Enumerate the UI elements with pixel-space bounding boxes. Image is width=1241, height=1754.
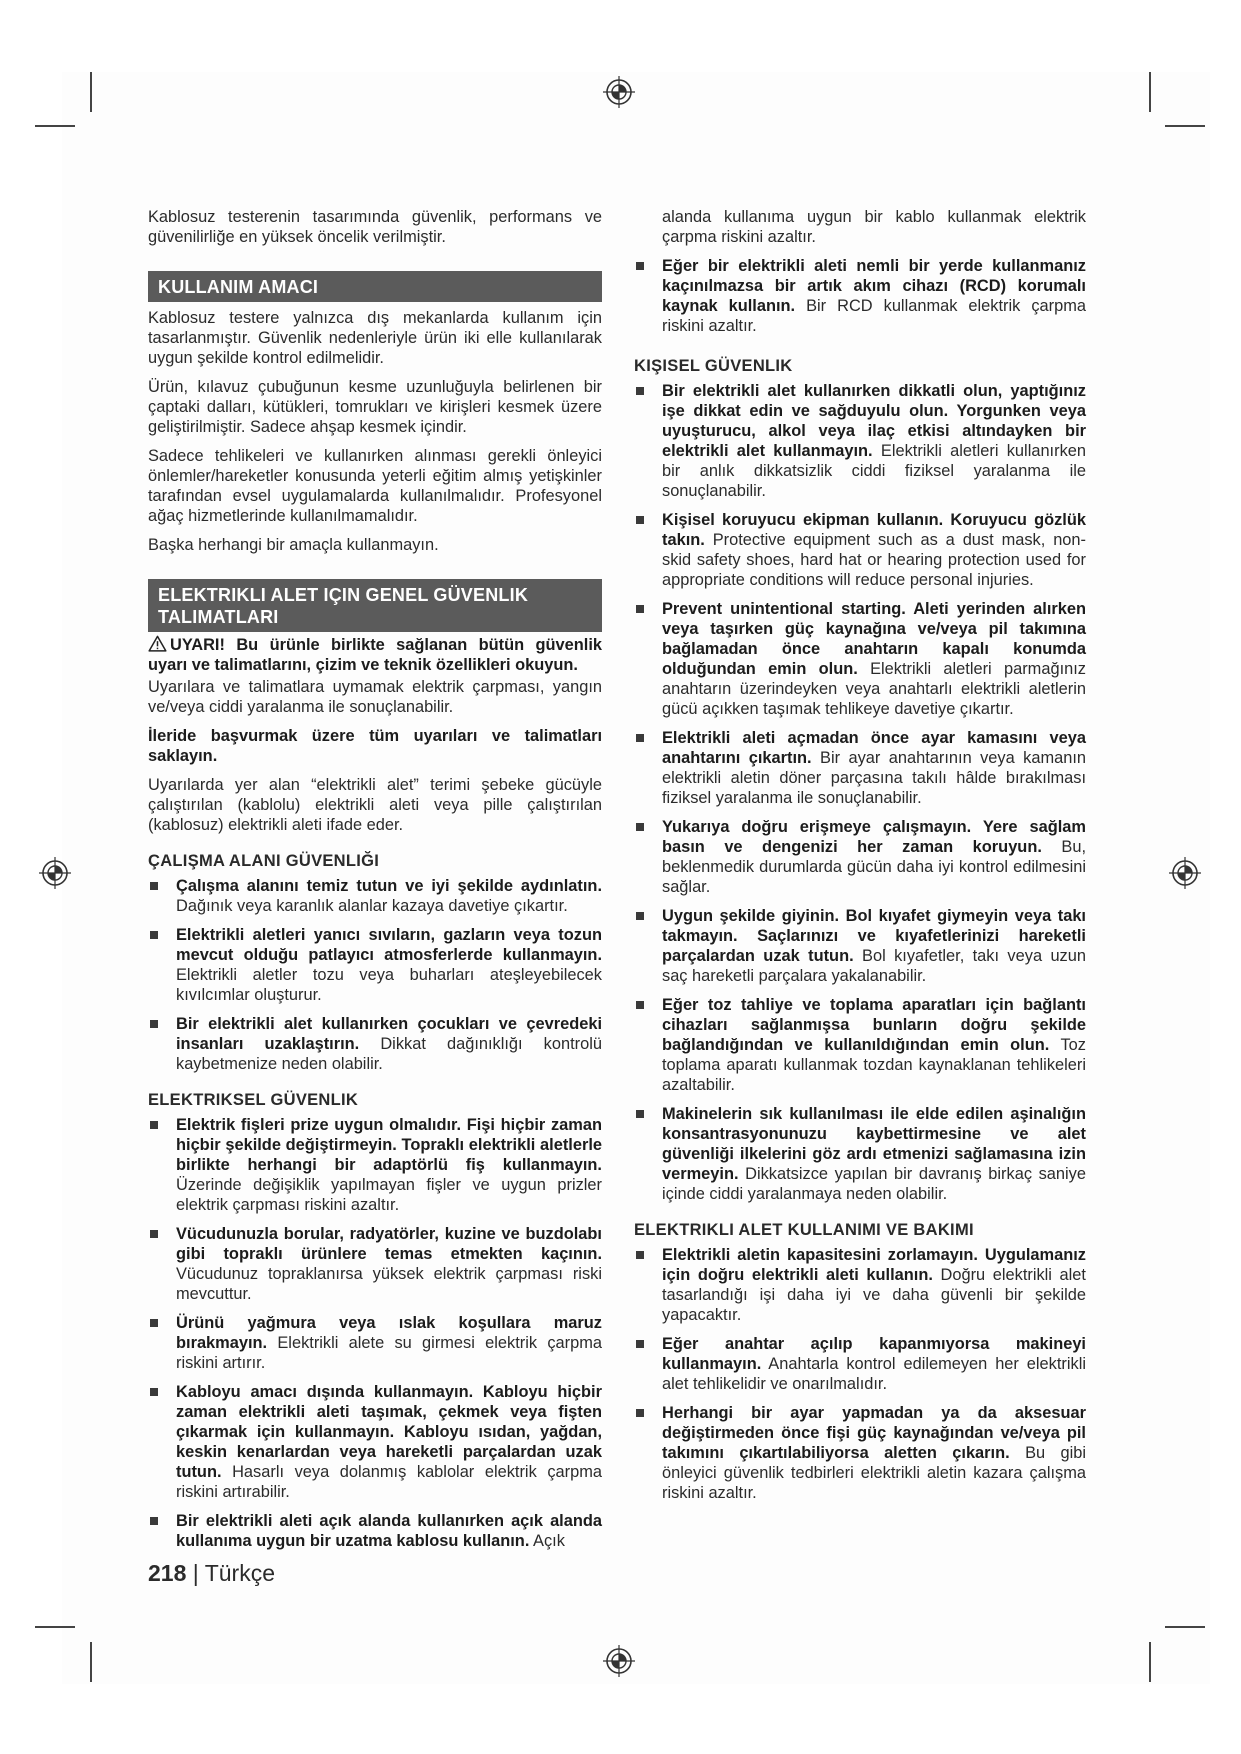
item-text: Dağınık veya karanlık alanlar kazaya davetiye çıkartır. [176, 897, 568, 915]
crop-mark [90, 72, 92, 112]
item-bold-text: Kişisel koruyucu ekipman kullanın. Koruyucu gözlük takın. [662, 511, 1086, 549]
item-bold-text: Uygun şekilde giyinin. Bol kıyafet giymeyin veya takı takmayın. Saçlarınızı ve kıyafetlerinizi hareketli parçalardan uzak tutun. [662, 907, 1086, 965]
item-text: Bir RCD kullanmak elektrik çarpma riskini azaltır. [662, 297, 1086, 335]
item-text: Bol kıyafetler, takı veya uzun saç hareketli parçalara yakalanabilir. [662, 947, 1086, 985]
registration-mark-icon [602, 1644, 636, 1678]
bullet-square-icon [150, 1230, 158, 1238]
item-text: Bir ayar anahtarının veya kamanın elektrikli aletin döner parçasına takılı hâlde bırakılması fiziksel yaralanma ile sonuçlanabilir. [662, 749, 1086, 807]
item-text: Anahtarla kontrol edilemeyen her elektrikli alet tehlikelidir ve onarılmalıdır. [662, 1355, 1086, 1393]
item-text: Protective equipment such as a dust mask, non-skid safety shoes, hard hat or hearing protection used for appropriate conditions will reduce personal injuries. [662, 531, 1086, 589]
bullet-square-icon [150, 1020, 158, 1028]
bullet-square-icon [636, 262, 644, 270]
list-item [148, 1382, 602, 1502]
item-text: Elektrikli alete su girmesi elektrik çarpma riskini artırır. [176, 1334, 602, 1372]
list-item [148, 925, 602, 1005]
term-paragraph: Uyarılarda yer alan “elektrikli alet” terimi şebeke gücüyle çalıştırılan (kablolu) elektrikli aleti veya pille çalıştırılan (kablosuz) elektrikli aleti ifade eder. [148, 776, 602, 834]
item-bold-text: Ürünü yağmura veya ıslak koşullara maruz bırakmayın. [176, 1314, 602, 1352]
item-bold-text: Eğer bir elektrikli aleti nemli bir yerde kullanmanız kaçınılmazsa bir artık akım cihazı (RCD) korumalı kaynak kullanın. [662, 257, 1086, 315]
electrical-list-continued [634, 207, 1086, 336]
item-bold-text: Elektrik fişleri prize uygun olmalıdır. Fişi hiçbir zaman hiçbir şekilde değiştirmeyin. Topraklı elektrikli aletlerle birlikte herhangi bir adaptörlü fiş kullanmayın. [176, 1116, 602, 1174]
list-item [634, 728, 1086, 808]
crop-mark [1165, 125, 1205, 127]
item-bold-text: Bir elektrikli aleti açık alanda kullanırken açık alanda kullanıma uygun bir uzatma kablosu kullanın. [176, 1512, 602, 1550]
bullet-square-icon [150, 882, 158, 890]
bullet-square-icon [150, 1388, 158, 1396]
bullet-square-icon [636, 1251, 644, 1259]
warning-text: Uyarılara ve talimatlara uymamak elektrik çarpması, yangın ve/veya ciddi yaralanma ile sonuçlanabilir. [148, 678, 602, 716]
intro-paragraph: Kablosuz testerenin tasarımında güvenlik, performans ve güvenilirliğe en yüksek öncelik verilmiştir. [148, 208, 602, 246]
item-bold-text: Elektrikli aletleri yanıcı sıvıların, gazların veya tozun mevcut olduğu patlayıcı atmosferlerde kullanmayın. [176, 926, 602, 964]
list-item [634, 1245, 1086, 1325]
item-bold-text: Herhangi bir ayar yapmadan ya da aksesuar değiştirmeden önce fişi güç kaynağından ve/veya pil takımını çıkartılabiliyorsa aletten çıkarın. [662, 1404, 1086, 1462]
work-area-list [148, 876, 602, 1074]
bullet-square-icon [150, 1121, 158, 1129]
page-footer [148, 1559, 275, 1587]
usage-paragraph: Kablosuz testere yalnızca dış mekanlarda kullanım için tasarlanmıştır. Güvenlik nedenleriyle ürün iki elle kullanılarak uygun şekilde kontrol edilmelidir. [148, 309, 602, 367]
item-bold-text: Makinelerin sık kullanılması ile elde edilen aşinalığın konsantrasyonunuzu kaybettirmesine ve alet güvenliği ilkelerini göz ardı etmenizi sağlamasına izin vermeyin. [662, 1105, 1086, 1183]
item-text: Elektrikli aletleri parmağınız anahtarın üzerindeyken veya anahtarlı elektrikli aletlerin gücü açıkken taşımak tehlikeye davetiye çıkartır. [662, 660, 1086, 718]
bullet-square-icon [636, 605, 644, 613]
bullet-square-icon [636, 1001, 644, 1009]
list-item [634, 995, 1086, 1095]
section-banner-general-safety: ELEKTRIKLI ALET IÇIN GENEL GÜVENLIK TALIMATLARI [148, 579, 602, 632]
bullet-square-icon [636, 387, 644, 395]
item-bold-text: Eğer anahtar açılıp kapanmıyorsa makineyi kullanmayın. [662, 1335, 1086, 1373]
item-text: Toz toplama aparatı kullanmak tozdan kaynaklanan tehlikeleri azaltabilir. [662, 1036, 1086, 1094]
right-column [634, 207, 1086, 1512]
bullet-square-icon [636, 734, 644, 742]
list-item [634, 510, 1086, 590]
item-bold-text: Elektrikli aleti açmadan önce ayar kamasını veya anahtarını çıkartın. [662, 729, 1086, 767]
bullet-square-icon [636, 1110, 644, 1118]
warning-bold-text: UYARI! Bu ürünle birlikte sağlanan bütün güvenlik uyarı ve talimatlarını, çizim ve teknik özellikleri okuyun. [148, 636, 602, 674]
item-text: Doğru elektrikli alet tasarlandığı işi daha iyi ve daha güvenli bir şekilde yapacaktır. [662, 1266, 1086, 1324]
crop-mark [1149, 72, 1151, 112]
bullet-square-icon [636, 516, 644, 524]
warning-paragraph [148, 635, 602, 675]
list-item [634, 381, 1086, 501]
left-column [148, 207, 602, 1560]
registration-mark-icon [602, 75, 636, 109]
list-item [634, 256, 1086, 336]
keep-instructions [148, 726, 602, 766]
footer-separator: | [186, 1560, 205, 1586]
item-text: Vücudunuz topraklanırsa yüksek elektrik çarpması riski mevcuttur. [176, 1265, 602, 1303]
item-text: Dikkat dağınıklığı kontrolü kaybetmenize neden olabilir. [176, 1035, 602, 1073]
crop-mark [1165, 1626, 1205, 1628]
usage-paragraph: Başka herhangi bir amaçla kullanmayın. [148, 536, 439, 554]
registration-mark-icon [1168, 856, 1202, 890]
warning-triangle-icon [148, 635, 167, 652]
electrical-list [148, 1115, 602, 1551]
tool-use-heading: ELEKTRIKLI ALET KULLANIMI VE BAKIMI [634, 1221, 974, 1239]
crop-mark [35, 125, 75, 127]
list-item-continued [634, 207, 1086, 247]
electrical-heading: ELEKTRIKSEL GÜVENLIK [148, 1091, 359, 1109]
work-area-heading: ÇALIŞMA ALANI GÜVENLIĞI [148, 852, 380, 870]
list-item [148, 876, 602, 916]
section-banner-usage: KULLANIM AMACI [148, 271, 602, 302]
item-bold-text: Elektrikli aletin kapasitesini zorlamayın. Uygulamanız için doğru elektrikli aleti kullanın. [662, 1246, 1086, 1284]
item-bold-text: Çalışma alanını temiz tutun ve iyi şekilde aydınlatın. [176, 877, 602, 895]
item-text: Dikkatsizce yapılan bir davranış birkaç saniye içinde ciddi yaralanmaya neden olabilir. [662, 1165, 1086, 1203]
list-item [634, 1403, 1086, 1503]
item-bold-text: Yukarıya doğru erişmeye çalışmayın. Yere sağlam basın ve dengenizi her zaman koruyun. [662, 818, 1086, 856]
crop-mark [1149, 1642, 1151, 1682]
list-item [148, 1511, 602, 1551]
footer-language: Türkçe [204, 1560, 276, 1586]
bullet-square-icon [636, 912, 644, 920]
list-item [634, 1104, 1086, 1204]
item-bold-text: Bir elektrikli alet kullanırken çocukları ve çevredeki insanları uzaklaştırın. [176, 1015, 602, 1053]
item-text: Elektrikli aletler tozu veya buharları ateşleyebilecek kıvılcımlar oluşturur. [176, 966, 602, 1004]
usage-paragraph: Sadece tehlikeleri ve kullanırken alınması gerekli önleyici önlemler/hareketler konusunda yeterli eğitim almış yetişkinler tarafından evsel uygulamalarda kullanılmalıdır. Profesyonel ağaç hizmetlerinde kullanılmamalıdır. [148, 447, 602, 525]
bullet-square-icon [150, 1319, 158, 1327]
keep-instructions-text: İleride başvurmak üzere tüm uyarıları ve talimatları saklayın. [148, 727, 602, 765]
bullet-square-icon [636, 1340, 644, 1348]
list-item [148, 1014, 602, 1074]
tool-use-list [634, 1245, 1086, 1503]
item-text: Hasarlı veya dolanmış kablolar elektrik çarpma riskini artırabilir. [176, 1463, 602, 1501]
usage-paragraph: Ürün, kılavuz çubuğunun kesme uzunluğuyla belirlenen bir çaptaki dalları, kütükleri, tomrukları ve kirişleri kesmek üzere geliştirilmiştir. Sadece ahşap kesmek içindir. [148, 378, 602, 436]
item-bold-text: Prevent unintentional starting. Aleti yerinden alırken veya taşırken güç kaynağına ve/veya pil takımına bağlamadan önce anahtarın kapalı konumda olduğundan emin olun. [662, 600, 1086, 678]
bullet-square-icon [150, 931, 158, 939]
item-text: Üzerinde değişiklik yapılmayan fişler ve uygun prizler elektrik çarpması riskini azaltır. [176, 1176, 602, 1214]
bullet-square-icon [636, 1409, 644, 1417]
list-item [634, 817, 1086, 897]
item-bold-text: Bir elektrikli alet kullanırken dikkatli olun, yaptığınız işe dikkat edin ve sağduyulu olun. Yorgunken veya uyuşturucu, alkol veya ilaç etkisi altındayken bir elektrikli alet kullanmayın. [662, 382, 1086, 460]
item-text: Bu gibi önleyici güvenlik tedbirleri elektrikli aletin kazara çalışma riskini azaltır. [662, 1444, 1087, 1502]
item-text: Açık [529, 1532, 565, 1550]
item-text: Elektrikli aletleri kullanırken bir anlık dikkatsizlik ciddi fiziksel yaralanma ile sonuçlanabilir. [662, 442, 1087, 500]
bullet-square-icon [636, 823, 644, 831]
list-item [148, 1313, 602, 1373]
item-bold-text: Eğer toz tahliye ve toplama aparatları için bağlantı cihazları sağlanmışsa bunların doğru şekilde bağlandığından ve kullanıldığından emin olun. [662, 996, 1086, 1054]
item-bold-text: Kabloyu amacı dışında kullanmayın. Kabloyu hiçbir zaman elektrikli aleti taşımak, çekmek veya fişten çıkarmak için kullanmayın. Kabloyu ısıdan, yağdan, keskin kenarlardan veya hareketli parçalardan uzak tutun. [176, 1383, 602, 1481]
list-item [148, 1115, 602, 1215]
page-number: 218 [148, 1560, 187, 1586]
list-item [634, 906, 1086, 986]
item-text: alanda kullanıma uygun bir kablo kullanmak elektrik çarpma riskini azaltır. [662, 208, 1086, 246]
item-text: Bu, beklenmedik durumlarda gücün daha iyi kontrol edilmesini sağlar. [662, 838, 1086, 896]
bullet-square-icon [150, 1517, 158, 1525]
crop-mark [35, 1626, 75, 1628]
registration-mark-icon [38, 856, 72, 890]
personal-safety-list [634, 381, 1086, 1204]
personal-safety-heading: KIŞISEL GÜVENLIK [634, 357, 793, 375]
list-item [634, 1334, 1086, 1394]
crop-mark [90, 1642, 92, 1682]
item-bold-text: Vücudunuzla borular, radyatörler, kuzine ve buzdolabı gibi topraklı ürünlere temas etmekten kaçının. [176, 1225, 602, 1263]
list-item [634, 599, 1086, 719]
list-item [148, 1224, 602, 1304]
